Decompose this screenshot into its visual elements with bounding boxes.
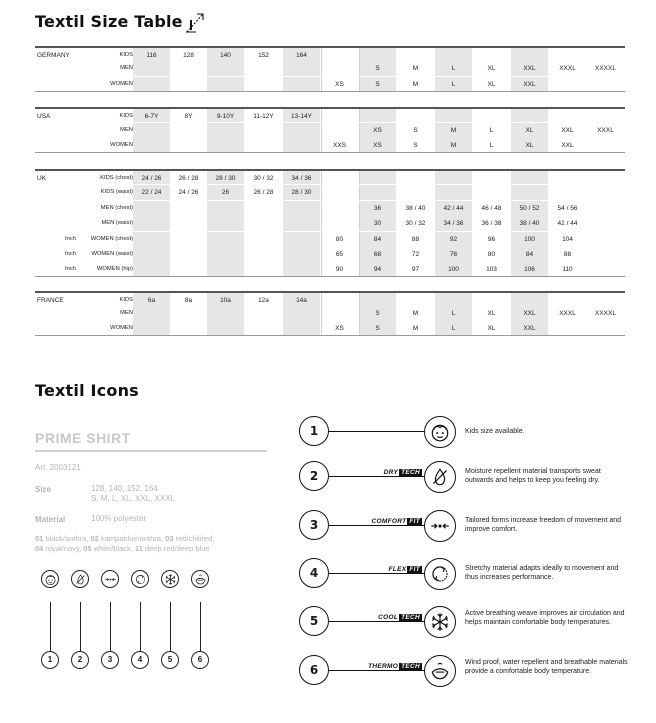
color-line: 04 royal/navy, 05 white/black, 11 deep red/deep blue <box>35 544 210 553</box>
column-shade <box>133 247 170 262</box>
feature-description: Wind proof, water repellent and breathable materials provide a comfortable body temperature. <box>465 659 628 676</box>
column-separator <box>321 171 322 184</box>
feature-description: Tailored forms increase freedom of movement and improve comfort. <box>465 517 622 534</box>
size-cell: 50 / 52 <box>519 205 540 212</box>
column-shade <box>283 232 320 247</box>
size-cell: 30 / 32 <box>405 220 426 227</box>
size-cell: 36 <box>373 205 382 212</box>
size-cell: XL <box>525 142 534 149</box>
column-shade <box>283 216 320 231</box>
snowflake-icon <box>161 570 179 588</box>
tech-logo <box>387 566 424 573</box>
column-shade <box>435 293 472 306</box>
size-cell: XL <box>525 127 534 134</box>
size-cell: 103 <box>486 266 497 273</box>
size-row <box>35 77 625 92</box>
size-cell: L <box>451 81 456 88</box>
size-line-1: 128, 140, 152, 164 <box>91 484 158 493</box>
tech-logo-tag: TECH <box>401 663 420 670</box>
size-cell: L <box>489 142 494 149</box>
row-label: MEN <box>120 65 133 71</box>
column-shade <box>435 171 472 184</box>
size-cell: 6-7Y <box>144 113 159 120</box>
column-separator <box>321 306 322 321</box>
kid-face-icon <box>424 416 456 448</box>
size-cell: S <box>375 310 380 317</box>
size-cell: 42 / 44 <box>557 220 578 227</box>
column-shade <box>207 216 244 231</box>
material-value: 100% polyester <box>91 514 147 523</box>
size-cell: 90 <box>335 266 344 273</box>
product-name: PRIME SHIRT <box>35 430 131 446</box>
column-shade <box>133 306 170 321</box>
column-shade <box>359 48 396 61</box>
material-label: Material <box>35 515 66 524</box>
unit-label: Inch <box>65 266 76 272</box>
size-row <box>35 138 625 153</box>
size-cell: M <box>412 310 419 317</box>
column-separator <box>321 185 322 200</box>
size-cell: 97 <box>411 266 420 273</box>
size-cell: 26 / 28 <box>178 175 199 182</box>
unit-label: Inch <box>65 236 76 242</box>
column-shade <box>207 138 244 152</box>
column-shade <box>359 293 396 306</box>
feature-description: Moisture repellent material transports sweat outwards and helps to keep you feeling dry. <box>465 468 601 485</box>
size-cell: XS <box>373 142 382 149</box>
size-row <box>35 46 625 61</box>
tech-logo-word: DRY <box>383 469 399 476</box>
size-cell: 65 <box>335 251 344 258</box>
column-shade <box>359 185 396 200</box>
size-cell: 84 <box>373 236 382 243</box>
size-cell: 104 <box>562 236 573 243</box>
column-shade <box>283 321 320 335</box>
size-cell: 26 / 28 <box>253 189 274 196</box>
feature-row <box>299 655 629 689</box>
row-label: KIDS <box>119 52 133 58</box>
column-shade <box>435 109 472 122</box>
feature-number-badge: 6 <box>299 655 329 685</box>
size-cell: 34 / 36 <box>443 220 464 227</box>
size-row <box>35 107 625 122</box>
column-shade <box>359 109 396 122</box>
size-row <box>35 61 625 76</box>
size-row <box>35 201 625 216</box>
water-drop-crossed-icon <box>71 570 89 588</box>
divider <box>35 450 267 452</box>
size-row <box>35 321 625 336</box>
column-separator <box>359 48 360 61</box>
connector-line <box>170 602 171 651</box>
size-cell: S <box>375 81 380 88</box>
icon-number-badge: 2 <box>71 651 89 669</box>
arrows-in-dot-icon <box>424 510 456 542</box>
size-cell: 30 / 32 <box>253 175 274 182</box>
size-cell: 8Y <box>184 113 193 120</box>
feature-row <box>299 416 629 450</box>
size-cell: XXL <box>523 81 536 88</box>
size-row <box>35 185 625 200</box>
size-cell: 24 / 26 <box>178 189 199 196</box>
size-cell: XXL <box>561 142 574 149</box>
size-cell: XXL <box>523 65 536 72</box>
row-label: KIDS (waist) <box>100 189 133 195</box>
size-cell: M <box>412 81 419 88</box>
size-cell: 72 <box>411 251 420 258</box>
column-shade <box>133 61 170 76</box>
size-row <box>35 123 625 138</box>
connector-line <box>329 476 435 477</box>
size-cell: XL <box>487 325 496 332</box>
column-shade <box>283 138 320 152</box>
connector-line <box>329 431 435 432</box>
row-label: WOMEN <box>110 81 133 87</box>
column-separator <box>321 48 322 61</box>
column-shade <box>133 232 170 247</box>
feature-description: Kids size available. <box>465 428 525 435</box>
size-cell: 42 / 44 <box>443 205 464 212</box>
size-cell: XXL <box>523 310 536 317</box>
stretch-arrows-icon <box>424 558 456 590</box>
size-cell: 88 <box>563 251 572 258</box>
diagonal-arrow-icon <box>182 10 208 36</box>
row-label: KIDS <box>119 113 133 119</box>
size-cell: 34 / 36 <box>291 175 312 182</box>
size-cell: 88 <box>411 236 420 243</box>
connector-line <box>110 602 111 651</box>
row-label: MEN <box>120 310 133 316</box>
column-separator <box>321 123 322 138</box>
tech-logo-word: THERMO <box>368 663 399 670</box>
size-cell: 38 / 40 <box>519 220 540 227</box>
size-cell: M <box>412 65 419 72</box>
size-cell: 100 <box>524 236 535 243</box>
size-cell: XXL <box>523 325 536 332</box>
icon-number-badge: 3 <box>101 651 119 669</box>
connector-line <box>329 573 435 574</box>
size-cell: M <box>450 142 457 149</box>
size-row <box>35 291 625 306</box>
size-cell: 28 / 30 <box>291 189 312 196</box>
size-cell: XXS <box>332 142 346 149</box>
size-row <box>35 232 625 247</box>
size-cell: S <box>375 65 380 72</box>
column-shade <box>283 61 320 76</box>
column-shade <box>133 321 170 335</box>
connector-line <box>200 602 201 651</box>
feature-description: Stretchy material adapts ideally to movement and thus increases performance. <box>465 565 619 582</box>
tech-logo-tag: TECH <box>401 614 420 621</box>
column-shade <box>207 262 244 276</box>
size-cell: XL <box>487 81 496 88</box>
tech-logo <box>382 469 424 476</box>
column-separator <box>359 171 360 184</box>
feature-row <box>299 558 629 592</box>
feature-row <box>299 461 629 495</box>
size-cell: L <box>451 310 456 317</box>
size-row <box>35 306 625 321</box>
size-cell: 8a <box>184 297 193 304</box>
size-cell: 6a <box>147 297 156 304</box>
column-shade <box>511 109 548 122</box>
size-cell: 116 <box>146 52 157 59</box>
size-cell: L <box>451 325 456 332</box>
size-row <box>35 216 625 231</box>
size-cell: M <box>412 325 419 332</box>
connector-line <box>80 602 81 651</box>
column-shade <box>133 138 170 152</box>
size-cell: 140 <box>220 52 231 59</box>
column-shade <box>359 171 396 184</box>
country-label: GERMANY <box>37 52 70 59</box>
size-cell: XXL <box>561 127 574 134</box>
size-cell: 36 / 38 <box>481 220 502 227</box>
connector-line <box>329 525 435 526</box>
color-list <box>35 534 285 554</box>
column-separator <box>321 109 322 122</box>
size-cell: 94 <box>373 266 382 273</box>
connector-line <box>50 602 51 651</box>
size-cell: 92 <box>449 236 458 243</box>
column-shade <box>207 321 244 335</box>
row-label: WOMEN (hip) <box>96 266 133 272</box>
size-label: Size <box>35 485 52 494</box>
feature-row <box>299 510 629 544</box>
arrows-in-dot-icon <box>101 570 119 588</box>
column-shade <box>133 201 170 216</box>
size-cell: XL <box>487 310 496 317</box>
thermo-shield-icon <box>191 570 209 588</box>
size-cell: 84 <box>525 251 534 258</box>
size-row <box>35 169 625 184</box>
size-cell: 106 <box>524 266 535 273</box>
tech-logo-tag: FIT <box>409 566 420 573</box>
row-label: KIDS (chest) <box>100 175 133 181</box>
column-shade <box>511 293 548 306</box>
water-drop-crossed-icon <box>424 461 456 493</box>
size-cell: 96 <box>487 236 496 243</box>
size-cell: L <box>451 65 456 72</box>
column-shade <box>283 201 320 216</box>
size-cell: XXXL <box>559 310 576 317</box>
row-label: KIDS <box>119 297 133 303</box>
size-cell: 14a <box>296 297 307 304</box>
feature-number-badge: 4 <box>299 558 329 588</box>
column-shade <box>207 123 244 138</box>
size-cell: XS <box>335 81 344 88</box>
size-cell: 164 <box>296 52 307 59</box>
row-label: MEN (waist) <box>101 220 133 226</box>
column-shade <box>207 61 244 76</box>
size-cell: XL <box>487 65 496 72</box>
icon-number-badge: 5 <box>161 651 179 669</box>
size-table-title: Textil Size Table <box>35 12 183 31</box>
column-shade <box>511 48 548 61</box>
size-cell: 128 <box>183 52 194 59</box>
country-label: UK <box>37 175 47 182</box>
size-line-2: S, M, L, XL, XXL, XXXL <box>91 494 176 503</box>
connector-line <box>329 670 435 671</box>
column-separator <box>321 201 322 216</box>
size-cell: 26 <box>221 189 230 196</box>
size-row <box>35 262 625 277</box>
size-cell: 54 / 56 <box>557 205 578 212</box>
icon-number-badge: 1 <box>41 651 59 669</box>
product-card <box>35 430 275 553</box>
column-shade <box>207 306 244 321</box>
column-shade <box>133 216 170 231</box>
size-cell: XXXXL <box>595 65 616 72</box>
column-shade <box>511 185 548 200</box>
size-cell: 11-12Y <box>253 113 274 120</box>
country-label: FRANCE <box>37 297 64 304</box>
size-cell: XXXXL <box>595 310 616 317</box>
column-shade <box>511 171 548 184</box>
column-shade <box>435 48 472 61</box>
size-cell: 152 <box>258 52 269 59</box>
row-label: WOMEN <box>110 325 133 331</box>
unit-label: Inch <box>65 251 76 257</box>
column-shade <box>133 77 170 91</box>
feature-number-badge: 5 <box>299 606 329 636</box>
tech-logo <box>376 614 424 621</box>
column-shade <box>207 247 244 262</box>
feature-number-badge: 2 <box>299 461 329 491</box>
column-shade <box>207 77 244 91</box>
column-shade <box>283 77 320 91</box>
column-shade <box>207 201 244 216</box>
size-row <box>35 247 625 262</box>
column-shade <box>283 306 320 321</box>
size-cell: 38 / 40 <box>405 205 426 212</box>
size-cell: 46 / 48 <box>481 205 502 212</box>
size-cell: 13-14Y <box>291 113 312 120</box>
tech-logo <box>366 663 424 670</box>
connector-line <box>140 602 141 651</box>
column-shade <box>283 123 320 138</box>
tech-logo-word: FLEX <box>388 566 407 573</box>
row-label: MEN <box>120 127 133 133</box>
color-line: 01 black/anthra, 02 kampablue/anthra, 03 red/chilired, <box>35 534 215 543</box>
snowflake-icon <box>424 606 456 638</box>
tech-logo-tag: TECH <box>401 469 420 476</box>
connector-line <box>329 621 435 622</box>
size-cell: S <box>413 127 418 134</box>
column-separator <box>359 109 360 122</box>
tech-logo-word: COMFORT <box>371 518 407 525</box>
size-cell: 28 / 30 <box>215 175 236 182</box>
column-shade <box>283 262 320 276</box>
size-cell: L <box>489 127 494 134</box>
column-separator <box>321 293 322 306</box>
tech-logo-word: COOL <box>378 614 399 621</box>
size-cell: 80 <box>335 236 344 243</box>
column-separator <box>359 185 360 200</box>
size-cell: S <box>375 325 380 332</box>
feature-number-badge: 1 <box>299 416 329 446</box>
size-cell: 12a <box>258 297 269 304</box>
feature-number-badge: 3 <box>299 510 329 540</box>
icon-number-badge: 6 <box>191 651 209 669</box>
size-cell: 76 <box>449 251 458 258</box>
country-label: USA <box>37 113 51 120</box>
size-cell: 22 / 24 <box>141 189 162 196</box>
size-cell: S <box>413 142 418 149</box>
size-cell: 10a <box>220 297 231 304</box>
column-separator <box>321 61 322 76</box>
feature-row <box>299 606 629 640</box>
size-cell: 24 / 26 <box>141 175 162 182</box>
column-separator <box>321 216 322 231</box>
column-shade <box>435 185 472 200</box>
size-cell: 80 <box>487 251 496 258</box>
row-label: WOMEN <box>110 142 133 148</box>
thermo-shield-icon <box>424 655 456 687</box>
size-cell: 9-10Y <box>216 113 235 120</box>
size-cell: XXXL <box>597 127 614 134</box>
size-cell: XS <box>373 127 382 134</box>
row-label: WOMEN (waist) <box>91 251 133 257</box>
size-cell: 100 <box>448 266 459 273</box>
size-cell: XS <box>335 325 344 332</box>
size-cell: 68 <box>373 251 382 258</box>
column-separator <box>359 293 360 306</box>
row-label: WOMEN (chest) <box>90 236 133 242</box>
stretch-arrows-icon <box>131 570 149 588</box>
icon-number-badge: 4 <box>131 651 149 669</box>
column-shade <box>207 232 244 247</box>
column-shade <box>283 247 320 262</box>
kid-face-icon <box>41 570 59 588</box>
column-shade <box>133 123 170 138</box>
size-cell: XXXL <box>559 65 576 72</box>
size-cell: M <box>450 127 457 134</box>
column-shade <box>133 262 170 276</box>
feature-description: Active breathing weave improves air circulation and helps maintain comfortable body temperatures. <box>465 610 625 627</box>
tech-logo-tag: FIT <box>409 518 420 525</box>
tech-logo <box>370 518 425 525</box>
row-label: MEN (chest) <box>100 205 133 211</box>
product-article: Art. 2003121 <box>35 463 81 472</box>
size-cell: 110 <box>562 266 573 273</box>
size-cell: 30 <box>373 220 382 227</box>
icons-title: Textil Icons <box>35 381 139 400</box>
